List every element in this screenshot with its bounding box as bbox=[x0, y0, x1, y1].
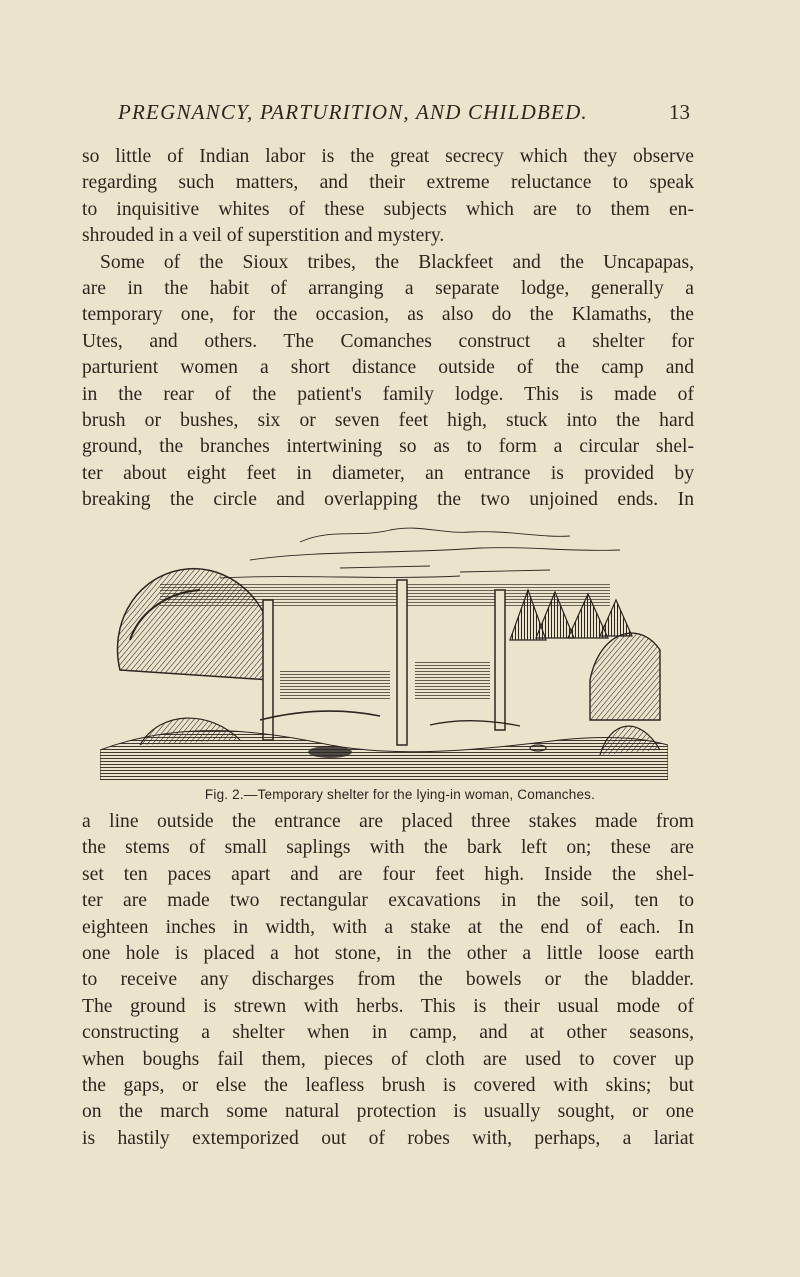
text-line: parturient women a short distance outside of the camp and bbox=[82, 357, 694, 379]
body-text-top bbox=[82, 144, 694, 514]
sky-lines bbox=[220, 528, 620, 578]
text-line: ground, the branches intertwining so as to form a circular shel- bbox=[82, 436, 694, 458]
text-line: one hole is placed a hot stone, in the other a little loose earth bbox=[82, 943, 694, 965]
text-line: regarding such matters, and their extreme reluctance to speak bbox=[82, 172, 694, 194]
foreground-ground bbox=[100, 711, 668, 780]
text-line: so little of Indian labor is the great secrecy which they observe bbox=[82, 146, 694, 167]
text-line: ter are made two rectangular excavations in the soil, ten to bbox=[82, 890, 694, 912]
text-line: set ten paces apart and are four feet high. Inside the shel- bbox=[82, 863, 694, 885]
body-text-bottom bbox=[82, 809, 694, 1152]
text-line: temporary one, for the occasion, as also do the Klamaths, the bbox=[82, 304, 694, 326]
ground-hatching bbox=[415, 660, 490, 700]
text-line: a line outside the entrance are placed three stakes made from bbox=[82, 811, 694, 832]
text-line: Utes, and others. The Comanches construct a shelter for bbox=[82, 330, 694, 352]
text-line: when boughs fail them, pieces of cloth are used to cover up bbox=[82, 1048, 694, 1070]
text-line: the gaps, or else the leafless brush is covered with skins; but bbox=[82, 1075, 694, 1097]
text-line: to inquisitive whites of these subjects which are to them en- bbox=[82, 198, 694, 220]
text-line: Some of the Sioux tribes, the Blackfeet and the Uncapapas, bbox=[100, 251, 694, 273]
page-number: 13 bbox=[669, 100, 690, 124]
text-line: shrouded in a veil of superstition and mystery. bbox=[82, 225, 445, 247]
ground-hatching bbox=[280, 670, 390, 700]
text-line: is hastily extemporized out of robes with, perhaps, a lariat bbox=[82, 1127, 694, 1149]
shelter-engraving bbox=[100, 520, 668, 780]
stake-middle bbox=[397, 580, 407, 745]
figure-caption: Fig. 2.—Temporary shelter for the lying-in woman, Comanches. bbox=[204, 787, 596, 802]
brush-shelter-right bbox=[590, 633, 660, 720]
running-head bbox=[118, 100, 690, 134]
text-line: The ground is strewn with herbs. This is their usual mode of bbox=[82, 995, 694, 1017]
text-line: in the rear of the patient's family lodge. This is made of bbox=[82, 383, 694, 405]
figure-shelter-engraving bbox=[100, 520, 668, 780]
text-line: eighteen inches in width, with a stake at the end of each. In bbox=[82, 916, 694, 938]
text-line: constructing a shelter when in camp, and at other seasons, bbox=[82, 1022, 694, 1044]
stake-right bbox=[495, 590, 505, 730]
text-line: brush or bushes, six or seven feet high, stuck into the hard bbox=[82, 410, 694, 432]
text-line: the stems of small saplings with the bark left on; these are bbox=[82, 837, 694, 859]
text-line: breaking the circle and overlapping the two unjoined ends. In bbox=[82, 489, 694, 511]
text-line: on the march some natural protection is usually sought, or one bbox=[82, 1101, 694, 1123]
text-line: ter about eight feet in diameter, an entrance is provided by bbox=[82, 462, 694, 484]
text-line: to receive any discharges from the bowels or the bladder. bbox=[82, 969, 694, 991]
running-title: PREGNANCY, PARTURITION, AND CHILDBED. bbox=[118, 100, 588, 124]
text-line: are in the habit of arranging a separate lodge, generally a bbox=[82, 278, 694, 300]
